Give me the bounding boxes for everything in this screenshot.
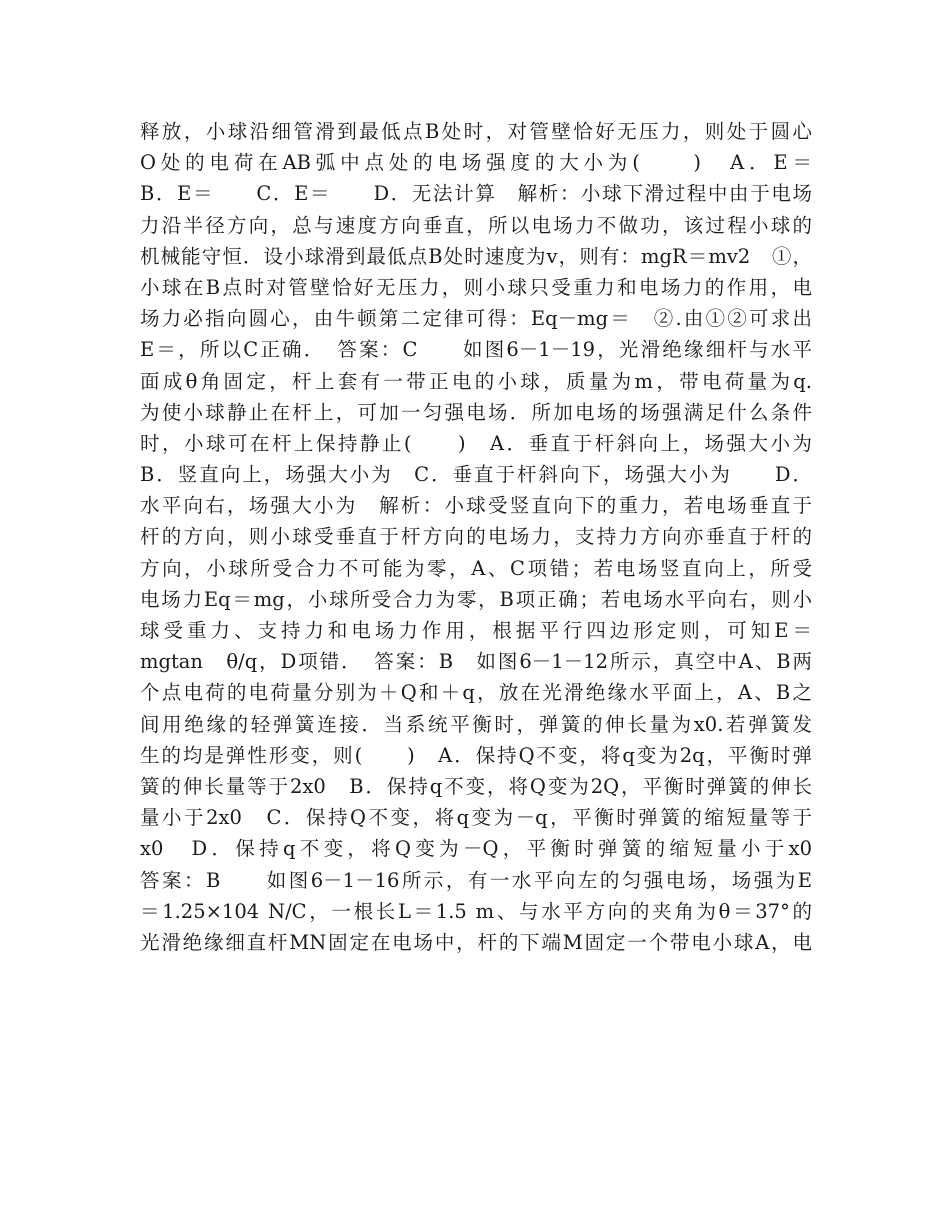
text-line: 水平向右，场强大小为 解析：小球受竖直向下的重力，若电场垂直于 (140, 494, 812, 518)
text-line: 场力必指向圆心，由牛顿第二定律可得：Eq－mg＝ ②.由①②可求出 (140, 307, 812, 331)
text-line: mgtan θ/q，D项错． 答案：B 如图6－1－12所示，真空中A、B两 (140, 650, 812, 674)
text-line: 生的均是弹性形变，则( ) A．保持Q不变，将q变为2q，平衡时弹 (140, 743, 812, 767)
text-line: 面成θ角固定，杆上套有一带正电的小球，质量为m，带电荷量为q. (140, 369, 812, 393)
text-line: 杆的方向，则小球受垂直于杆方向的电场力，支持力方向亦垂直于杆的 (140, 525, 812, 549)
text-line: 答案：B 如图6－1－16所示，有一水平向左的匀强电场，场强为E (140, 868, 812, 892)
body-text (140, 116, 812, 958)
text-line: 个点电荷的电荷量分别为＋Q和＋q，放在光滑绝缘水平面上，A、B之 (140, 681, 812, 705)
text-line: x0 D．保持q不变，将Q变为－Q，平衡时弹簧的缩短量小于x0 (140, 837, 812, 861)
text-line: 间用绝缘的轻弹簧连接．当系统平衡时，弹簧的伸长量为x0.若弹簧发 (140, 712, 812, 736)
text-line: 光滑绝缘细直杆MN固定在电场中，杆的下端M固定一个带电小球A，电 (140, 930, 812, 954)
text-line: E＝，所以C正确． 答案：C 如图6－1－19，光滑绝缘细杆与水平 (140, 338, 812, 362)
text-line: 球受重力、支持力和电场力作用，根据平行四边形定则，可知E＝ (140, 619, 812, 642)
text-line: 时，小球可在杆上保持静止( ) A．垂直于杆斜向上，场强大小为 (140, 431, 812, 455)
text-line: 小球在B点时对管壁恰好无压力，则小球只受重力和电场力的作用，电 (140, 275, 812, 299)
text-line: 力沿半径方向，总与速度方向垂直，所以电场力不做功，该过程小球的 (140, 213, 812, 237)
text-line: O处的电荷在AB弧中点处的电场强度的大小为( ) A．E＝ (140, 151, 812, 175)
text-line: 量小于2x0 C．保持Q不变，将q变为－q，平衡时弹簧的缩短量等于 (140, 806, 812, 830)
text-line: 为使小球静止在杆上，可加一匀强电场．所加电场的场强满足什么条件 (140, 400, 812, 424)
text-line: 释放，小球沿细管滑到最低点B处时，对管壁恰好无压力，则处于圆心 (140, 120, 812, 143)
text-line: 机械能守恒．设小球滑到最低点B处时速度为v，则有：mgR＝mv2 ①， (140, 244, 812, 268)
text-line: 簧的伸长量等于2x0 B．保持q不变，将Q变为2Q，平衡时弹簧的伸长 (140, 774, 812, 798)
text-line: B．E＝ C．E＝ D．无法计算 解析：小球下滑过程中由于电场 (140, 182, 812, 206)
text-line: 方向，小球所受合力不可能为零，A、C项错；若电场竖直向上，所受 (140, 556, 812, 580)
text-line: B．竖直向上，场强大小为 C．垂直于杆斜向下，场强大小为 D． (140, 463, 812, 487)
text-line: ＝1.25×104 N/C，一根长L＝1.5 m、与水平方向的夹角为θ＝37°的 (140, 899, 812, 923)
text-line: 电场力Eq＝mg，小球所受合力为零，B项正确；若电场水平向右，则小 (140, 587, 812, 611)
